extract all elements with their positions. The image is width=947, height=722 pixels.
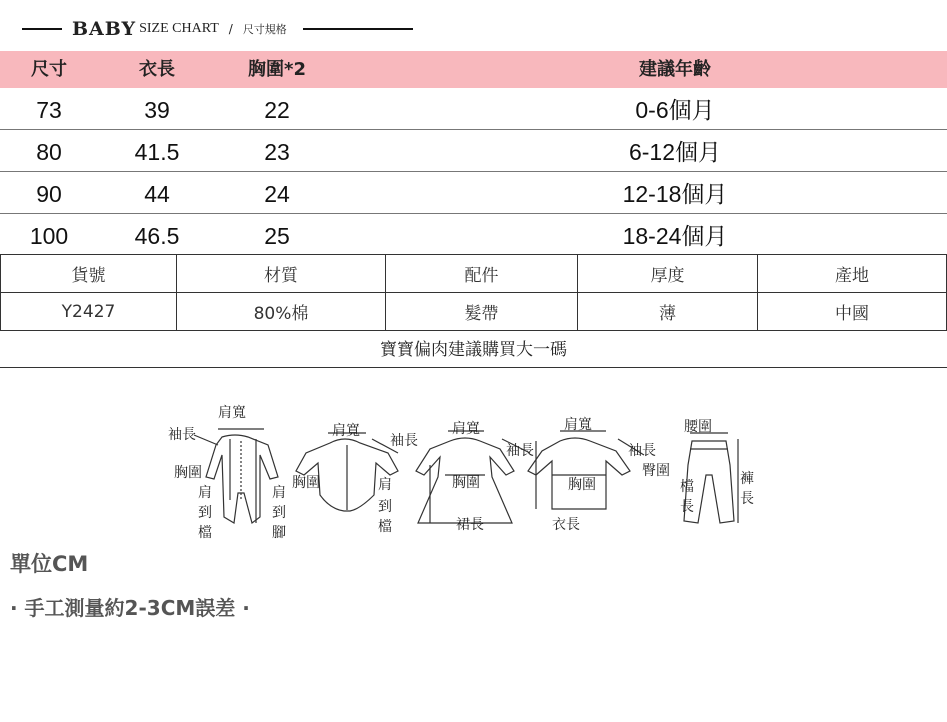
cell-age: 18-24個月 [622, 223, 728, 249]
header-cn-title: 尺寸規格 [242, 23, 287, 36]
dress-label: 胸圍 [452, 475, 480, 491]
pants-label: 長 [740, 491, 754, 507]
spec-accessory: 髮帶 [386, 293, 578, 331]
header-size: 尺寸 [31, 59, 67, 80]
cell-length: 44 [144, 181, 170, 207]
spec-material: 80%棉 [177, 293, 386, 331]
unit-label: 單位CM [10, 552, 89, 576]
brand-title: BABY [72, 18, 137, 40]
spec-header-row [1, 255, 947, 293]
header-length: 衣長 [139, 59, 175, 80]
romper-label: 檔 [198, 525, 212, 541]
size-table-header [0, 51, 947, 88]
romper-label: 肩 [198, 485, 212, 501]
chart-header [22, 14, 413, 44]
measurement-diagrams [160, 405, 760, 550]
spec-origin: 中國 [758, 293, 947, 331]
dress-label: 肩寬 [452, 421, 480, 437]
size-row [0, 88, 947, 130]
romper-label: 肩 [272, 485, 286, 501]
cell-length: 39 [144, 97, 170, 123]
bodysuit-label: 檔 [378, 519, 392, 535]
size-row [0, 172, 947, 214]
cell-size: 90 [36, 181, 62, 207]
cell-size: 100 [29, 223, 69, 249]
header-line-right [303, 28, 413, 30]
romper-label: 胸圍 [174, 465, 202, 481]
brand-subtitle: SIZE CHART [139, 21, 219, 36]
spec-header-accessory: 配件 [386, 255, 578, 293]
romper-label: 到 [272, 505, 286, 521]
pants-label: 長 [680, 499, 694, 515]
header-separator: / [228, 22, 233, 36]
bodysuit-label: 袖長 [390, 433, 418, 449]
cell-chest: 24 [264, 181, 290, 207]
size-row [0, 130, 947, 172]
cell-size: 80 [36, 139, 62, 165]
romper-outline [206, 435, 278, 523]
bodysuit-label: 到 [378, 499, 392, 515]
bodysuit-label: 肩 [378, 477, 392, 493]
measurement-error-note: · 手工測量約2-3CM誤差 · [10, 596, 250, 620]
cell-size: 73 [36, 97, 62, 123]
romper-label: 袖長 [168, 427, 196, 443]
pants-label: 腰圍 [684, 419, 712, 435]
bodysuit-label: 胸圍 [292, 475, 320, 491]
spec-header-material: 材質 [177, 255, 386, 293]
header-age: 建議年齡 [639, 59, 711, 80]
size-row [0, 214, 947, 255]
cell-age: 0-6個月 [635, 97, 715, 123]
bodysuit-label: 肩寬 [332, 423, 360, 439]
romper-label: 肩寬 [218, 405, 246, 421]
spec-item-no: Y2427 [1, 293, 177, 331]
pants-label: 褲 [740, 471, 754, 487]
spec-header-item-no: 貨號 [1, 255, 177, 293]
header-chest: 胸圍*2 [248, 59, 306, 80]
top-outline [528, 438, 630, 509]
dress-label: 袖長 [506, 443, 534, 459]
cell-chest: 25 [264, 223, 290, 249]
pants-label: 臀圍 [642, 463, 670, 479]
spec-header-thickness: 厚度 [578, 255, 758, 293]
spec-header-origin: 產地 [758, 255, 947, 293]
cell-length: 46.5 [134, 223, 180, 249]
top-label: 胸圍 [568, 477, 596, 493]
top-label: 肩寬 [564, 417, 592, 433]
sizing-note: 寶寶偏肉建議購買大一碼 [0, 331, 947, 368]
spec-table [0, 254, 947, 331]
pants-label: 檔 [680, 479, 694, 495]
cell-age: 6-12個月 [628, 139, 722, 165]
cell-age: 12-18個月 [622, 181, 728, 207]
dress-label: 裙長 [456, 517, 484, 533]
romper-label: 腳 [272, 525, 286, 541]
top-label: 衣長 [552, 517, 580, 533]
spec-value-row [1, 293, 947, 331]
spec-thickness: 薄 [578, 293, 758, 331]
cell-length: 41.5 [134, 139, 180, 165]
top-label: 袖長 [628, 443, 656, 459]
cell-chest: 23 [264, 139, 290, 165]
romper-label: 到 [198, 505, 212, 521]
header-line-left [22, 28, 62, 30]
cell-chest: 22 [264, 97, 290, 123]
